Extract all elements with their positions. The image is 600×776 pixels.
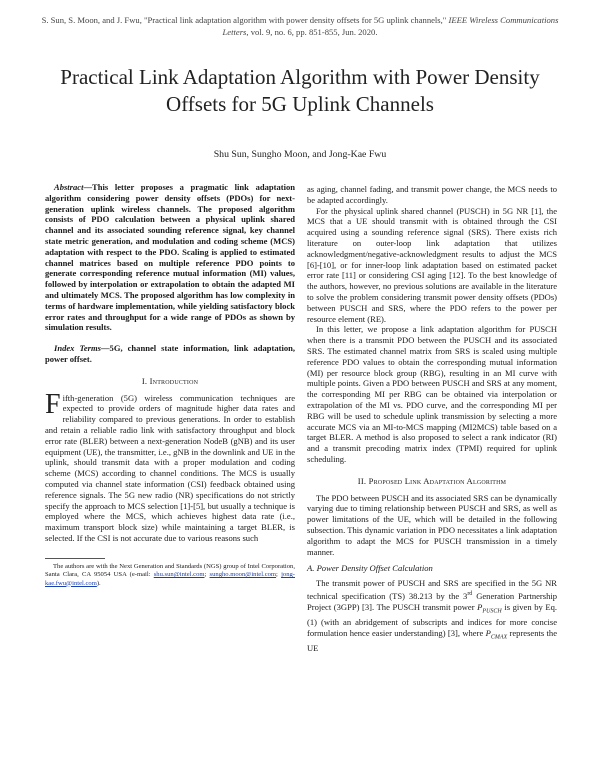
- pusch-paragraph: For the physical uplink shared channel (PUSCH) in 5G NR [1], the MCS that a UE should transmit with is obtained through the CSI acquired using a sounding reference signal (SRS). There exists rich literature on outer-loop link adaptation that utilizes acknowledgment/negative-acknowledgment results to adjust the MCS [6]-[10], or for inner-loop link adaptation based on estimated packet error rate [11] or considering CSI aging [12]. To the best knowledge of the authors, however, no previous solutions are available in the literature to solve the problem considering transmit power density offsets (PDOs) between PUSCH and SRS, where the PDO refers to the power per resource element (RE).: [307, 205, 557, 324]
- drop-cap: F: [45, 388, 61, 420]
- section-heading-introduction: I. Introduction: [141, 375, 199, 386]
- affiliation-footnote: The authors are with the Next Generation and Standards (NGS) group of Intel Corporation, Santa Clara, CA 95054 USA (e-mail: shu.sun@intel.com; sungho.moon@intel.com; jong-kae.fwu@intel.com).: [45, 562, 295, 587]
- email-link[interactable]: jong-kae.fwu@intel.com: [45, 571, 295, 587]
- intro-paragraph: Fifth-generation (5G) wireless communication techniques are expected to provide orders of magnitude higher data rates and reliability compared to previous generations. In order to establish and retain a reliable radio link with satisfactory throughput and block error rate (BLER) between a next-generation NodeB (gNB) and its user equipment (UE), the transmitter, i.e., gNB in the downlink and UE in the uplink, should transmit data with a proper modulation and coding scheme (MCS) according to channel conditions. The MCS is usually computed via channel state information (CSI) feedback obtained using reference signals. The 5G new radio (NR) specifications do not strictly specify the approach to MCS selection [1]-[5], but usually a technique is employed where the MCS, which achieves highest data rate (i.e., maximum transport block size) while maintaining a target BLER, is selected. If the CSI is not accurate due to various reasons such: [45, 388, 295, 543]
- citation-details: , vol. 9, no. 6, pp. 851-855, Jun. 2020.: [246, 27, 378, 37]
- index-terms: [45, 343, 295, 365]
- pdo-paragraph: The transmit power of PUSCH and SRS are specified in the 5G NR technical specification (TS) 38.213 by the 3rd Generation Partnership Project (3GPP) [3]. The PUSCH transmit power $P_{PUSCH}$ is given by Eq. (1) (with an abridgement of subscripts and indices for more concise formulation hence easier understanding) [3], where $P_{CMAX}$ represents the UE: [307, 578, 557, 654]
- right-column: [307, 184, 557, 654]
- citation-authors: S. Sun, S. Moon, and J. Fwu, "Practical link adaptation algorithm with power density offsets for 5G uplink channels,": [41, 15, 449, 25]
- section-heading-algorithm: II. Proposed Link Adaptation Algorithm: [357, 475, 507, 486]
- paper-title: Practical Link Adaptation Algorithm with Power Density Offsets for 5G Uplink Channels: [60, 65, 540, 116]
- index-terms-label: Index Terms: [54, 343, 101, 354]
- abstract: [45, 182, 295, 333]
- citation-header: [30, 14, 570, 38]
- paper-authors: Shu Sun, Sungho Moon, and Jong-Kae Fwu: [213, 149, 387, 160]
- subsection-heading-pdo: A. Power Density Offset Calculation: [307, 563, 433, 574]
- algorithm-paragraph: The PDO between PUSCH and its associated SRS can be dynamically varying due to timing relationship between PUSCH and SRS, as well as power limitations of the UE, which will be detailed in the following subsection. This dynamic variation in PDO necessitates a link adaptation algorithm to adapt the MCS for PUSCH transmission in a timely manner.: [307, 492, 557, 557]
- symbol-p-pusch: $P_{PUSCH}$: [477, 601, 502, 615]
- left-column: [45, 182, 295, 588]
- footnote-divider: [45, 558, 105, 559]
- proposal-paragraph: In this letter, we propose a link adaptation algorithm for PUSCH when there is a transmit PDO between the PUSCH and its associated SRS. The estimated channel matrix from SRS is scaled using multiple reference PDO values to obtain the corresponding mutual information (MI) per resource block group (RBG), resulting in an MI curve with multiple points. Given a PDO between PUSCH and SRS at any moment, the corresponding MI per RBG can be obtained via interpolation or extrapolation of the MI vs. PDO curve, and the corresponding MI per RBG will be used to schedule uplink transmission by selecting a more accurate MCS via an MI-to-MCS mapping (MI2MCS) table based on a target BLER. A method is also proposed to select a rank indicator (RI) and a transmit precoding matrix index (TPMI) required for uplink scheduling.: [307, 324, 557, 464]
- citation-journal: IEEE Wireless Communications Letters: [222, 15, 559, 37]
- abstract-text: —This letter proposes a pragmatic link adaptation algorithm considering power density offsets (PDOs) for next-generation uplink wireless channels. The proposed algorithm consists of PDO calculation between a physical uplink shared channel and its associated sounding reference signal, key channel state metric generation, and modulation and coding scheme (MCS) adaptation with respect to the PDO. Scaling is applied to estimated channel matrices based on multiple reference PDO points to generate corresponding reference mutual information (MI) values, followed by interpolation or extrapolation to obtain the adapted MI and ultimately MCS. The proposed algorithm has low complexity in terms of hardware implementation, while yielding satisfactory block error rates and throughput for a wide range of PDOs as shown by simulation results.: [45, 182, 295, 333]
- symbol-p-cmax: $P_{CMAX}$: [485, 627, 508, 641]
- intro-continuation: as aging, channel fading, and transmit power change, the MCS needs to be adapted accordingly.: [307, 184, 557, 205]
- abstract-label: Abstract: [54, 182, 84, 192]
- email-link[interactable]: shu.sun@intel.com: [153, 571, 205, 579]
- index-terms-text: —5G, channel state information, link adaptation, power offset.: [45, 343, 295, 364]
- email-link[interactable]: sungho.moon@intel.com: [209, 571, 277, 579]
